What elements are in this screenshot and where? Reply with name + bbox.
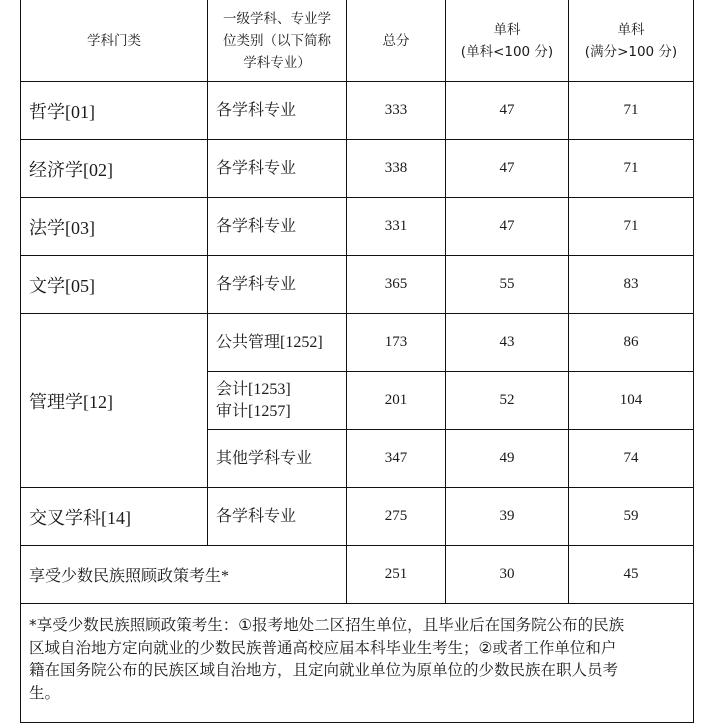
single-lt100-cell: 49 <box>446 430 569 488</box>
single-lt100-cell: 47 <box>446 82 569 140</box>
score-table <box>20 0 694 723</box>
table-row-minority <box>21 546 694 604</box>
category-cell: 经济学[02] <box>21 140 208 198</box>
single-lt100-cell: 43 <box>446 314 569 372</box>
single-gt100-cell: 71 <box>569 140 694 198</box>
category-cell: 法学[03] <box>21 198 208 256</box>
table-row-interdisciplinary <box>21 488 694 546</box>
single-lt100-cell: 30 <box>446 546 569 604</box>
single-lt100-cell: 52 <box>446 372 569 430</box>
table-row-management <box>21 314 694 372</box>
header-total: 总分 <box>347 0 446 82</box>
total-cell: 275 <box>347 488 446 546</box>
single-lt100-cell: 47 <box>446 198 569 256</box>
total-cell: 173 <box>347 314 446 372</box>
subject-cell: 各学科专业 <box>208 140 347 198</box>
header-category: 学科门类 <box>21 0 208 82</box>
subject-cell: 各学科专业 <box>208 488 347 546</box>
header-row <box>21 0 694 82</box>
single-gt100-cell: 45 <box>569 546 694 604</box>
note-row <box>21 604 694 723</box>
subject-cell: 各学科专业 <box>208 82 347 140</box>
single-gt100-cell: 71 <box>569 198 694 256</box>
table-row <box>21 256 694 314</box>
total-cell: 333 <box>347 82 446 140</box>
single-gt100-cell: 71 <box>569 82 694 140</box>
single-gt100-cell: 83 <box>569 256 694 314</box>
total-cell: 365 <box>347 256 446 314</box>
table-row <box>21 82 694 140</box>
single-gt100-cell: 104 <box>569 372 694 430</box>
subject-cell: 会计[1253] 审计[1257] <box>208 372 347 430</box>
category-cell: 文学[05] <box>21 256 208 314</box>
table-row <box>21 198 694 256</box>
subject-cell: 公共管理[1252] <box>208 314 347 372</box>
subject-cell: 各学科专业 <box>208 198 347 256</box>
single-lt100-cell: 47 <box>446 140 569 198</box>
single-gt100-cell: 59 <box>569 488 694 546</box>
category-cell: 哲学[01] <box>21 82 208 140</box>
subject-cell: 其他学科专业 <box>208 430 347 488</box>
category-cell-management: 管理学[12] <box>21 314 208 488</box>
category-cell: 交叉学科[14] <box>21 488 208 546</box>
subject-cell: 各学科专业 <box>208 256 347 314</box>
single-lt100-cell: 39 <box>446 488 569 546</box>
header-subject: 一级学科、专业学 位类别（以下简称 学科专业） <box>208 0 347 82</box>
single-gt100-cell: 86 <box>569 314 694 372</box>
footnote: *享受少数民族照顾政策考生：①报考地处二区招生单位，且毕业后在国务院公布的民族 区域自治地方定向就业的少数民族普通高校应届本科毕业生考生；②或者工作单位和户 籍在国务院公布的民族区域自治地方，且定向就业单位为原单位的少数民族在职人员考 生。 <box>21 604 694 723</box>
minority-label: 享受少数民族照顾政策考生* <box>21 546 347 604</box>
single-gt100-cell: 74 <box>569 430 694 488</box>
header-single-gt100: 单科 (满分>100 分) <box>569 0 694 82</box>
table-row <box>21 140 694 198</box>
total-cell: 347 <box>347 430 446 488</box>
total-cell: 251 <box>347 546 446 604</box>
total-cell: 338 <box>347 140 446 198</box>
header-single-lt100: 单科 (单科<100 分) <box>446 0 569 82</box>
total-cell: 201 <box>347 372 446 430</box>
total-cell: 331 <box>347 198 446 256</box>
single-lt100-cell: 55 <box>446 256 569 314</box>
